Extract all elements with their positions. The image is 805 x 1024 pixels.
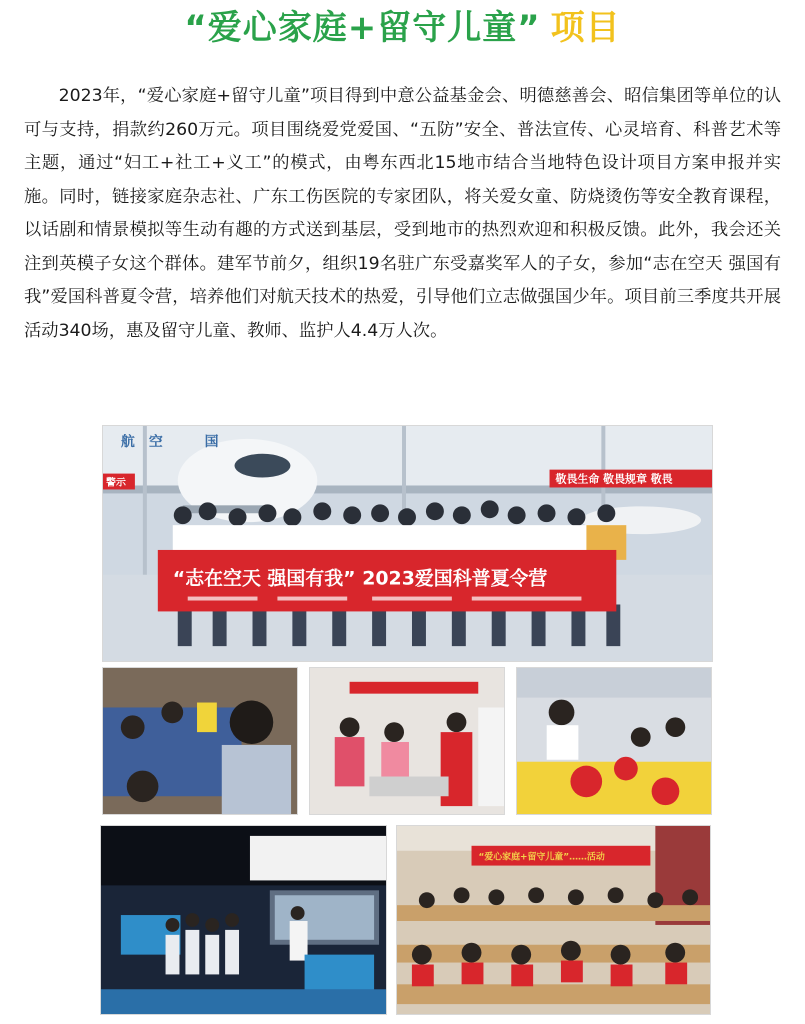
page-title: [0, 6, 805, 50]
photo-classroom-children: [396, 825, 711, 1015]
article-paragraph: 2023年，“爱心家庭+留守儿童”项目得到中意公益基金会、明德慈善会、昭信集团等单位的认可与支持，捐款约260万元。项目围绕爱党爱国、“五防”安全、普法宣传、心灵培育、科普艺术等主题，通过“妇工+社工+义工”的模式，由粤东西北15地市结合当地特色设计项目方案申报并实施。同时，链接家庭杂志社、广东工伤医院的专家团队，将关爱女童、防烧烫伤等安全教育课程，以话剧和情景模拟等生动有趣的方式送到基层，受到地市的热烈欢迎和积极反馈。此外，我会还关注到英模子女这个群体。建军节前夕，组织19名驻广东受嘉奖军人的子女，参加“志在空天 强国有我”爱国科普夏令营，培养他们对航天技术的热爱，引导他们立志做强国少年。项目前三季度共开展活动340场，惠及留守儿童、教师、监护人4.4万人次。: [24, 86, 781, 341]
photo-lantern-making: [516, 667, 712, 815]
photo-summer-camp-group: [102, 425, 713, 662]
camp-banner: “志在空天 强国有我” 2023爱国科普夏令营: [172, 567, 548, 590]
title-main: “爱心家庭+留守儿童”: [184, 8, 541, 48]
side-banner-right: 敬畏生命 敬畏规章 敬畏: [555, 472, 673, 486]
photo-aviation-simulator: [100, 825, 387, 1015]
hall-sign: 航 空 国: [120, 433, 219, 450]
title-project: 项目: [550, 8, 621, 48]
side-banner-left: 警示: [105, 477, 126, 489]
classroom-banner: “爱心家庭+留守儿童”……活动: [478, 852, 605, 863]
photo-children-crafts-2: [309, 667, 505, 815]
photo-children-crafts-1: [102, 667, 298, 815]
